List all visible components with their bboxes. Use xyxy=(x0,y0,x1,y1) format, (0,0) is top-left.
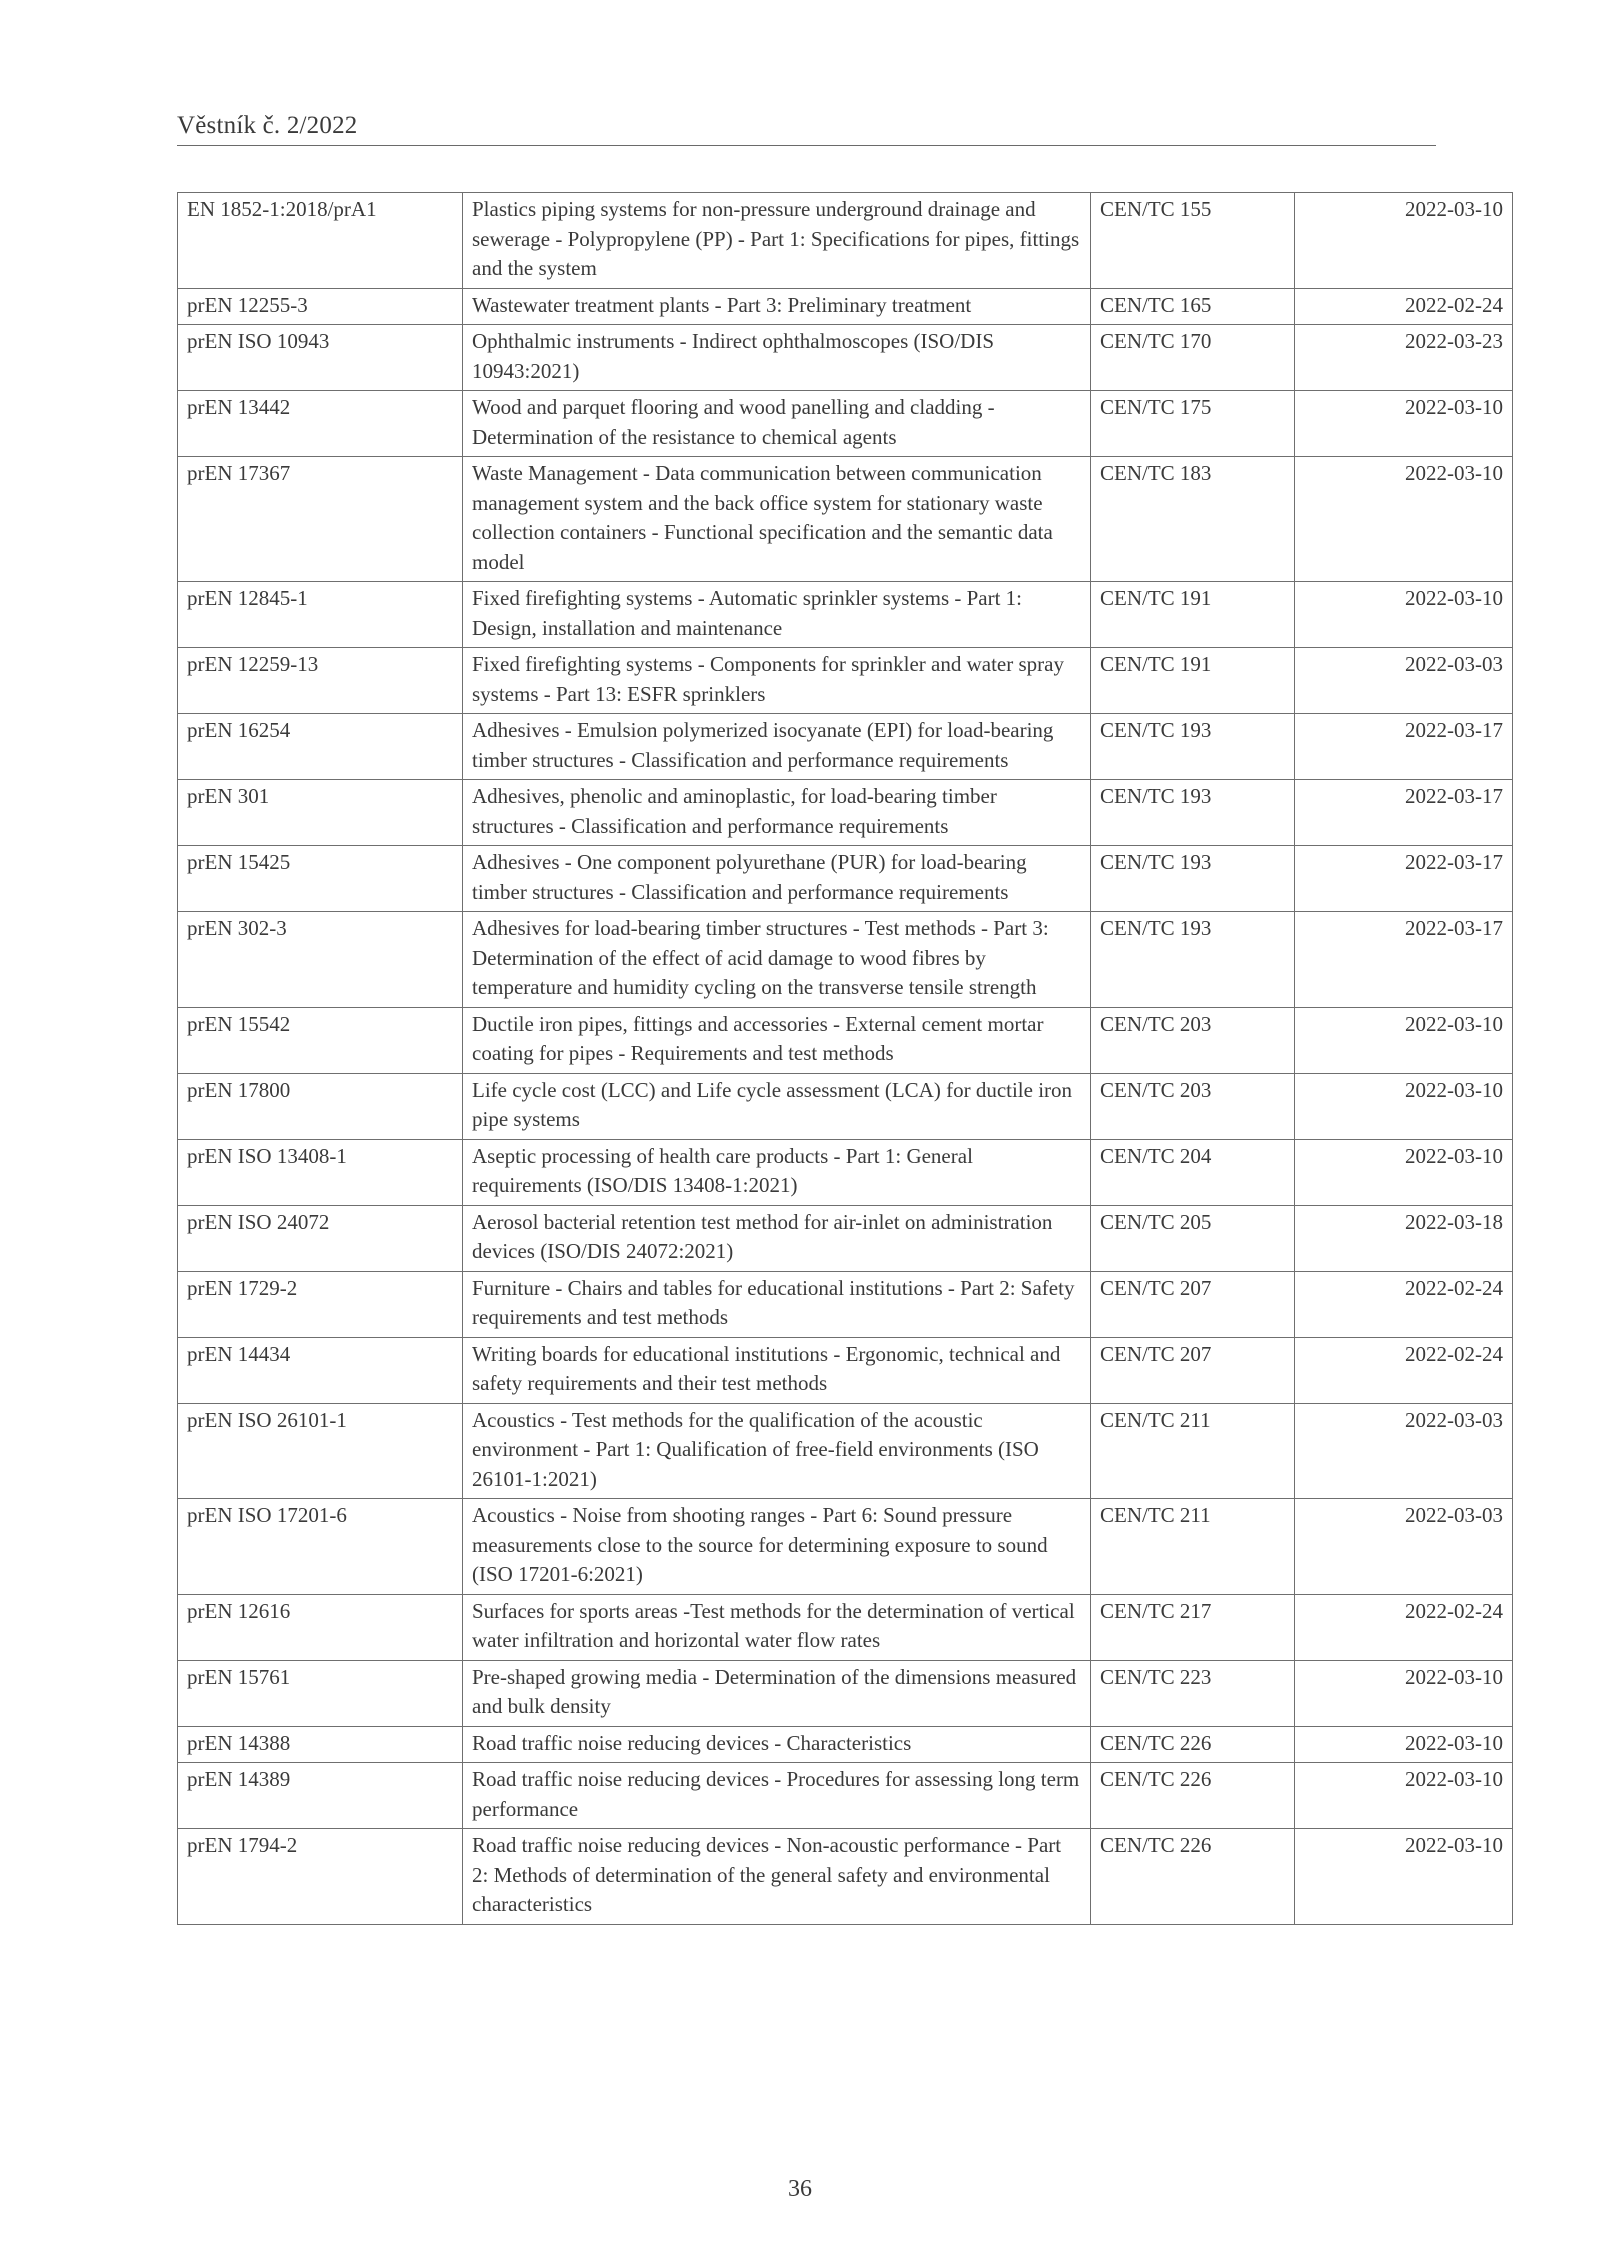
table-row xyxy=(178,325,1513,391)
table-row xyxy=(178,912,1513,1008)
technical-committee-cell: CEN/TC 223 xyxy=(1091,1660,1295,1726)
standard-title-cell: Ductile iron pipes, fittings and accessories - External cement mortar coating for pipes - Requirements and test methods xyxy=(463,1007,1091,1073)
table-row xyxy=(178,1499,1513,1595)
standards-table xyxy=(177,192,1513,1925)
technical-committee-cell: CEN/TC 226 xyxy=(1091,1829,1295,1925)
standard-code-cell: prEN 14388 xyxy=(178,1726,463,1763)
deadline-date-cell: 2022-03-10 xyxy=(1295,1726,1513,1763)
deadline-date-cell: 2022-03-10 xyxy=(1295,1139,1513,1205)
deadline-date-cell: 2022-03-10 xyxy=(1295,582,1513,648)
table-row xyxy=(178,1403,1513,1499)
table-row xyxy=(178,582,1513,648)
standard-title-cell: Wood and parquet flooring and wood panelling and cladding - Determination of the resistance to chemical agents xyxy=(463,391,1091,457)
standard-code-cell: prEN ISO 10943 xyxy=(178,325,463,391)
page-header-title: Věstník č. 2/2022 xyxy=(177,112,358,139)
standard-title-cell: Aseptic processing of health care products - Part 1: General requirements (ISO/DIS 13408-1:2021) xyxy=(463,1139,1091,1205)
standard-code-cell: prEN 12616 xyxy=(178,1594,463,1660)
standard-code-cell: prEN 16254 xyxy=(178,714,463,780)
standard-code-cell: prEN 14434 xyxy=(178,1337,463,1403)
technical-committee-cell: CEN/TC 193 xyxy=(1091,846,1295,912)
technical-committee-cell: CEN/TC 191 xyxy=(1091,648,1295,714)
deadline-date-cell: 2022-03-17 xyxy=(1295,846,1513,912)
table-row xyxy=(178,193,1513,289)
standard-title-cell: Adhesives - One component polyurethane (PUR) for load-bearing timber structures - Classification and performance requirements xyxy=(463,846,1091,912)
standard-title-cell: Pre-shaped growing media - Determination of the dimensions measured and bulk density xyxy=(463,1660,1091,1726)
technical-committee-cell: CEN/TC 170 xyxy=(1091,325,1295,391)
table-row xyxy=(178,780,1513,846)
table-row xyxy=(178,1007,1513,1073)
technical-committee-cell: CEN/TC 183 xyxy=(1091,457,1295,582)
standard-title-cell: Writing boards for educational institutions - Ergonomic, technical and safety requirements and their test methods xyxy=(463,1337,1091,1403)
standard-code-cell: prEN 15761 xyxy=(178,1660,463,1726)
standard-title-cell: Acoustics - Test methods for the qualification of the acoustic environment - Part 1: Qualification of free-field environments (ISO 26101-1:2021) xyxy=(463,1403,1091,1499)
standard-code-cell: prEN ISO 13408-1 xyxy=(178,1139,463,1205)
standard-code-cell: prEN 17800 xyxy=(178,1073,463,1139)
standard-title-cell: Wastewater treatment plants - Part 3: Preliminary treatment xyxy=(463,288,1091,325)
technical-committee-cell: CEN/TC 193 xyxy=(1091,780,1295,846)
table-row xyxy=(178,288,1513,325)
standard-title-cell: Furniture - Chairs and tables for educational institutions - Part 2: Safety requirements and test methods xyxy=(463,1271,1091,1337)
deadline-date-cell: 2022-03-10 xyxy=(1295,1763,1513,1829)
standard-title-cell: Road traffic noise reducing devices - Non-acoustic performance - Part 2: Methods of determination of the general safety and environmental characteristics xyxy=(463,1829,1091,1925)
deadline-date-cell: 2022-03-10 xyxy=(1295,1007,1513,1073)
standard-code-cell: prEN ISO 17201-6 xyxy=(178,1499,463,1595)
technical-committee-cell: CEN/TC 217 xyxy=(1091,1594,1295,1660)
deadline-date-cell: 2022-03-10 xyxy=(1295,193,1513,289)
technical-committee-cell: CEN/TC 193 xyxy=(1091,714,1295,780)
technical-committee-cell: CEN/TC 226 xyxy=(1091,1763,1295,1829)
standard-code-cell: prEN 301 xyxy=(178,780,463,846)
technical-committee-cell: CEN/TC 191 xyxy=(1091,582,1295,648)
technical-committee-cell: CEN/TC 203 xyxy=(1091,1007,1295,1073)
technical-committee-cell: CEN/TC 175 xyxy=(1091,391,1295,457)
technical-committee-cell: CEN/TC 205 xyxy=(1091,1205,1295,1271)
standard-title-cell: Aerosol bacterial retention test method for air-inlet on administration devices (ISO/DIS 24072:2021) xyxy=(463,1205,1091,1271)
deadline-date-cell: 2022-03-03 xyxy=(1295,1403,1513,1499)
table-row xyxy=(178,1726,1513,1763)
standard-code-cell: prEN 12845-1 xyxy=(178,582,463,648)
deadline-date-cell: 2022-03-18 xyxy=(1295,1205,1513,1271)
technical-committee-cell: CEN/TC 211 xyxy=(1091,1403,1295,1499)
technical-committee-cell: CEN/TC 155 xyxy=(1091,193,1295,289)
standard-title-cell: Waste Management - Data communication between communication management system and the back office system for stationary waste collection containers - Functional specification and the semantic data model xyxy=(463,457,1091,582)
standard-title-cell: Adhesives for load-bearing timber structures - Test methods - Part 3: Determination of the effect of acid damage to wood fibres by temperature and humidity cycling on the transverse tensile strength xyxy=(463,912,1091,1008)
standard-title-cell: Road traffic noise reducing devices - Characteristics xyxy=(463,1726,1091,1763)
deadline-date-cell: 2022-02-24 xyxy=(1295,1337,1513,1403)
table-row xyxy=(178,1073,1513,1139)
standard-title-cell: Road traffic noise reducing devices - Procedures for assessing long term performance xyxy=(463,1763,1091,1829)
deadline-date-cell: 2022-03-03 xyxy=(1295,1499,1513,1595)
table-row xyxy=(178,1763,1513,1829)
standard-code-cell: prEN 17367 xyxy=(178,457,463,582)
table-row xyxy=(178,391,1513,457)
standard-code-cell: prEN ISO 26101-1 xyxy=(178,1403,463,1499)
table-row xyxy=(178,1594,1513,1660)
deadline-date-cell: 2022-03-10 xyxy=(1295,1073,1513,1139)
technical-committee-cell: CEN/TC 207 xyxy=(1091,1337,1295,1403)
table-row xyxy=(178,648,1513,714)
standard-code-cell: prEN 12259-13 xyxy=(178,648,463,714)
deadline-date-cell: 2022-02-24 xyxy=(1295,1594,1513,1660)
standard-code-cell: prEN 13442 xyxy=(178,391,463,457)
standard-title-cell: Fixed firefighting systems - Components for sprinkler and water spray systems - Part 13: ESFR sprinklers xyxy=(463,648,1091,714)
standards-table-body xyxy=(178,193,1513,1925)
standard-title-cell: Adhesives, phenolic and aminoplastic, for load-bearing timber structures - Classification and performance requirements xyxy=(463,780,1091,846)
table-row xyxy=(178,1337,1513,1403)
technical-committee-cell: CEN/TC 165 xyxy=(1091,288,1295,325)
deadline-date-cell: 2022-03-10 xyxy=(1295,391,1513,457)
standard-title-cell: Surfaces for sports areas -Test methods for the determination of vertical water infiltration and horizontal water flow rates xyxy=(463,1594,1091,1660)
standard-title-cell: Life cycle cost (LCC) and Life cycle assessment (LCA) for ductile iron pipe systems xyxy=(463,1073,1091,1139)
technical-committee-cell: CEN/TC 193 xyxy=(1091,912,1295,1008)
header-divider xyxy=(177,145,1436,146)
table-row xyxy=(178,1660,1513,1726)
standard-code-cell: EN 1852-1:2018/prA1 xyxy=(178,193,463,289)
deadline-date-cell: 2022-03-10 xyxy=(1295,1829,1513,1925)
deadline-date-cell: 2022-03-23 xyxy=(1295,325,1513,391)
deadline-date-cell: 2022-03-03 xyxy=(1295,648,1513,714)
table-row xyxy=(178,457,1513,582)
technical-committee-cell: CEN/TC 226 xyxy=(1091,1726,1295,1763)
standard-code-cell: prEN 1729-2 xyxy=(178,1271,463,1337)
page-number: 36 xyxy=(788,2176,812,2202)
deadline-date-cell: 2022-03-10 xyxy=(1295,457,1513,582)
standard-code-cell: prEN ISO 24072 xyxy=(178,1205,463,1271)
table-row xyxy=(178,1205,1513,1271)
technical-committee-cell: CEN/TC 207 xyxy=(1091,1271,1295,1337)
standard-code-cell: prEN 15542 xyxy=(178,1007,463,1073)
standard-title-cell: Fixed firefighting systems - Automatic sprinkler systems - Part 1: Design, installation and maintenance xyxy=(463,582,1091,648)
table-row xyxy=(178,714,1513,780)
deadline-date-cell: 2022-03-10 xyxy=(1295,1660,1513,1726)
standard-code-cell: prEN 1794-2 xyxy=(178,1829,463,1925)
standard-code-cell: prEN 14389 xyxy=(178,1763,463,1829)
standard-title-cell: Ophthalmic instruments - Indirect ophthalmoscopes (ISO/DIS 10943:2021) xyxy=(463,325,1091,391)
deadline-date-cell: 2022-03-17 xyxy=(1295,714,1513,780)
table-row xyxy=(178,846,1513,912)
table-row xyxy=(178,1829,1513,1925)
standard-title-cell: Plastics piping systems for non-pressure underground drainage and sewerage - Polypropylene (PP) - Part 1: Specifications for pipes, fittings and the system xyxy=(463,193,1091,289)
deadline-date-cell: 2022-03-17 xyxy=(1295,912,1513,1008)
standard-title-cell: Adhesives - Emulsion polymerized isocyanate (EPI) for load-bearing timber structures - Classification and performance requirements xyxy=(463,714,1091,780)
deadline-date-cell: 2022-02-24 xyxy=(1295,288,1513,325)
standard-code-cell: prEN 302-3 xyxy=(178,912,463,1008)
table-row xyxy=(178,1139,1513,1205)
deadline-date-cell: 2022-03-17 xyxy=(1295,780,1513,846)
table-row xyxy=(178,1271,1513,1337)
deadline-date-cell: 2022-02-24 xyxy=(1295,1271,1513,1337)
technical-committee-cell: CEN/TC 203 xyxy=(1091,1073,1295,1139)
technical-committee-cell: CEN/TC 204 xyxy=(1091,1139,1295,1205)
standard-code-cell: prEN 12255-3 xyxy=(178,288,463,325)
technical-committee-cell: CEN/TC 211 xyxy=(1091,1499,1295,1595)
standard-code-cell: prEN 15425 xyxy=(178,846,463,912)
standard-title-cell: Acoustics - Noise from shooting ranges - Part 6: Sound pressure measurements close to the source for determining exposure to sound (ISO 17201-6:2021) xyxy=(463,1499,1091,1595)
